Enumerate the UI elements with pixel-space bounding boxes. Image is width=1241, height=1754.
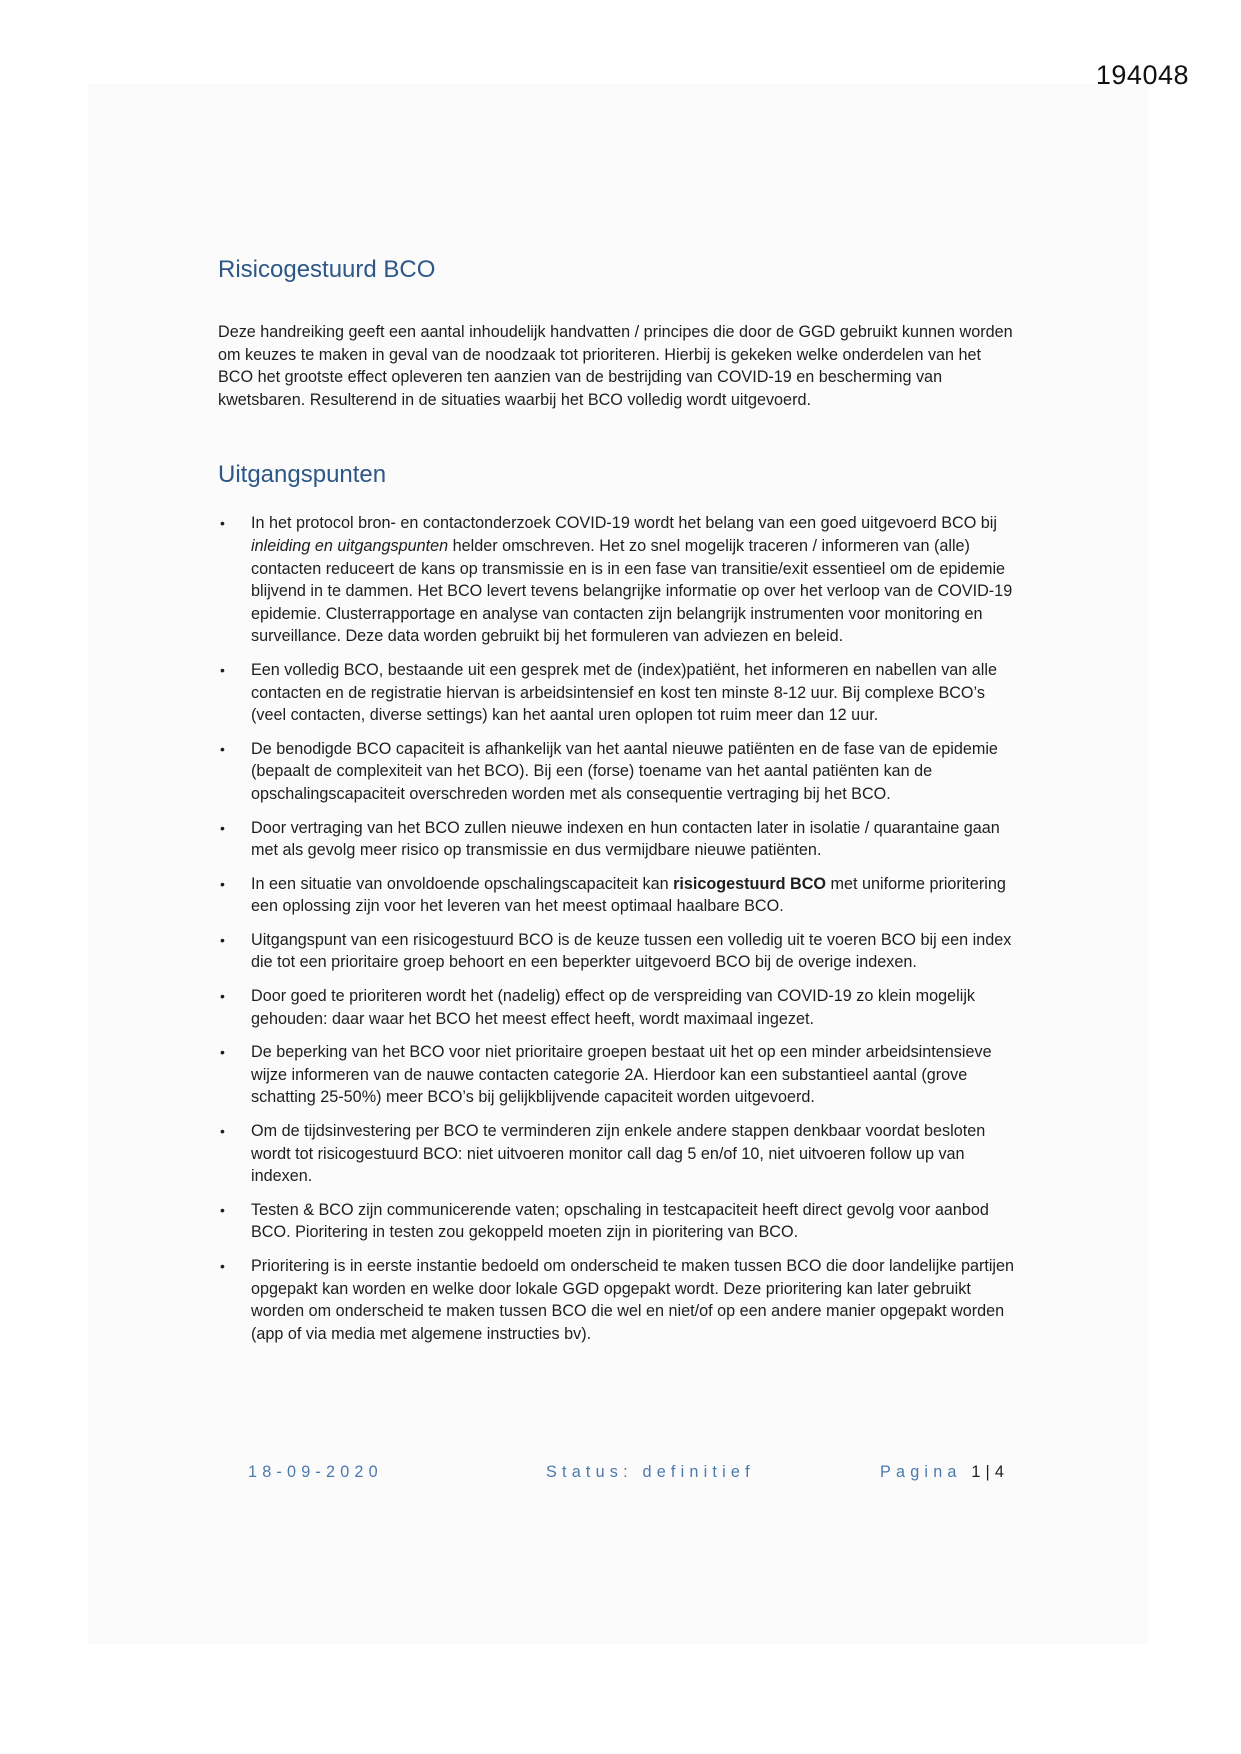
- list-item: • Een volledig BCO, bestaande uit een gesprek met de (index)patiënt, het informeren en nabellen van alle contacten en de registratie hiervan is arbeidsintensief en kost ten minste 8-12 uur. Bij complexe BCO’s (veel contacten, diverse settings) kan het aantal uren oplopen tot ruim meer dan 12 uur.: [220, 660, 997, 725]
- footer-page-number: 1|4: [971, 1463, 1010, 1481]
- list-item: • De beperking van het BCO voor niet prioritaire groepen bestaat uit het op een minder arbeidsintensieve wijze informeren van de nauwe contacten categorie 2A. Hierdoor kan een substantieel aantal (grove schatting 25-50%) meer BCO’s bij gelijkblijvende capaciteit worden uitgevoerd.: [220, 1043, 992, 1107]
- list-item: • Testen & BCO zijn communicerende vaten; opschaling in testcapaciteit heeft direct gevolg voor aanbod BCO. Pioritering in testen zou gekoppeld moeten zijn in pioritering van BCO.: [220, 1200, 989, 1242]
- intro-paragraph: Deze handreiking geeft een aantal inhoudelijk handvatten / principes die door de GGD gebruikt kunnen worden om keuzes te maken in geval van de noodzaak tot prioriteren. Hierbij is gekeken welke onderdelen van het BCO het grootste effect opleveren ten aanzien van de bestrijding van COVID-19 en bescherming van kwetsbaren. Resulterend in de situaties waarbij het BCO volledig wordt uitgevoerd.: [218, 323, 1013, 409]
- bullet-icon: •: [220, 875, 225, 892]
- document-body: [218, 256, 1018, 1356]
- bullet-icon: •: [220, 740, 225, 757]
- bullet-icon: •: [220, 819, 225, 836]
- bullet-list: [218, 512, 1018, 1345]
- document-number: 194048: [1095, 60, 1189, 90]
- list-item: • Door vertraging van het BCO zullen nieuwe indexen en hun contacten later in isolatie / quarantaine gaan met als gevolg meer risico op transmissie en dus vermijdbare nieuwe patiënten.: [220, 818, 1000, 860]
- bullet-icon: •: [220, 1044, 225, 1061]
- list-item: • In een situatie van onvoldoende opschalingscapaciteit kan risicogestuurd BCO met uniforme prioritering een oplossing zijn voor het leveren van het meest optimaal haalbare BCO.: [220, 874, 1006, 916]
- section-title-uitgangspunten: Uitgangspunten: [218, 461, 387, 489]
- footer-status: Status: definitief: [546, 1463, 755, 1481]
- page-footer: [0, 1463, 1241, 1487]
- bullet-icon: •: [220, 931, 225, 948]
- list-item: • Door goed te prioriteren wordt het (nadelig) effect op de verspreiding van COVID-19 zo klein mogelijk gehouden: daar waar het BCO het meest effect heeft, wordt maximaal ingezet.: [220, 987, 976, 1028]
- list-item: • Prioritering is in eerste instantie bedoeld om onderscheid te maken tussen BCO die door landelijke partijen opgepakt kan worden en welke door lokale GGD opgepakt wordt. Deze prioritering kan later gebruikt worden om onderscheid te maken tussen BCO die wel en niet/of op een andere manier opgepakt worden (app of via media met algemene instructies bv).: [220, 1257, 1015, 1343]
- footer-page-label: Pagina: [880, 1463, 972, 1481]
- emphasis-text: inleiding en uitgangspunten: [251, 536, 449, 555]
- bullet-icon: •: [220, 1201, 225, 1218]
- bullet-icon: •: [220, 661, 225, 678]
- list-item: • De benodigde BCO capaciteit is afhankelijk van het aantal nieuwe patiënten en de fase van de epidemie (bepaalt de complexiteit van het BCO). Bij een (forse) toename van het aantal patiënten kan de opschalingscapaciteit overschreden worden met als consequentie vertraging bij het BCO.: [220, 739, 998, 803]
- footer-page-indicator: [880, 1463, 1009, 1482]
- list-item: • Uitgangspunt van een risicogestuurd BCO is de keuze tussen een volledig uit te voeren BCO bij een index die tot een prioritaire groep behoort en een beperkter uitgevoerd BCO bij de overige indexen.: [220, 930, 1012, 972]
- bullet-icon: •: [220, 1123, 225, 1140]
- bold-text: risicogestuurd BCO: [673, 874, 826, 893]
- footer-date: 18-09-2020: [248, 1463, 383, 1481]
- list-item: • Om de tijdsinvestering per BCO te verminderen zijn enkele andere stappen denkbaar voordat besloten wordt tot risicogestuurd BCO: niet uitvoeren monitor call dag 5 en/of 10, niet uitvoeren follow up van indexen.: [220, 1122, 986, 1186]
- bullet-icon: •: [220, 988, 225, 1005]
- bullet-icon: •: [220, 1258, 225, 1274]
- document-title: Risicogestuurd BCO: [218, 256, 436, 283]
- list-item: • In het protocol bron- en contactonderzoek COVID-19 wordt het belang van een goed uitgevoerd BCO bij inleiding en uitgangspunten helder omschreven. Het zo snel mogelijk traceren / informeren van (alle) contacten reduceert de kans op transmissie en is in een fase van transitie/exit essentieel om de epidemie blijvend in te dammen. Het BCO levert tevens belangrijke informatie op over het verloop van de COVID-19 epidemie. Clusterrapportage en analyse van contacten zijn belangrijk instrumenten voor monitoring en surveillance. Deze data worden gebruikt bij het formuleren van adviezen en beleid.: [220, 514, 1013, 646]
- bullet-icon: •: [220, 515, 225, 532]
